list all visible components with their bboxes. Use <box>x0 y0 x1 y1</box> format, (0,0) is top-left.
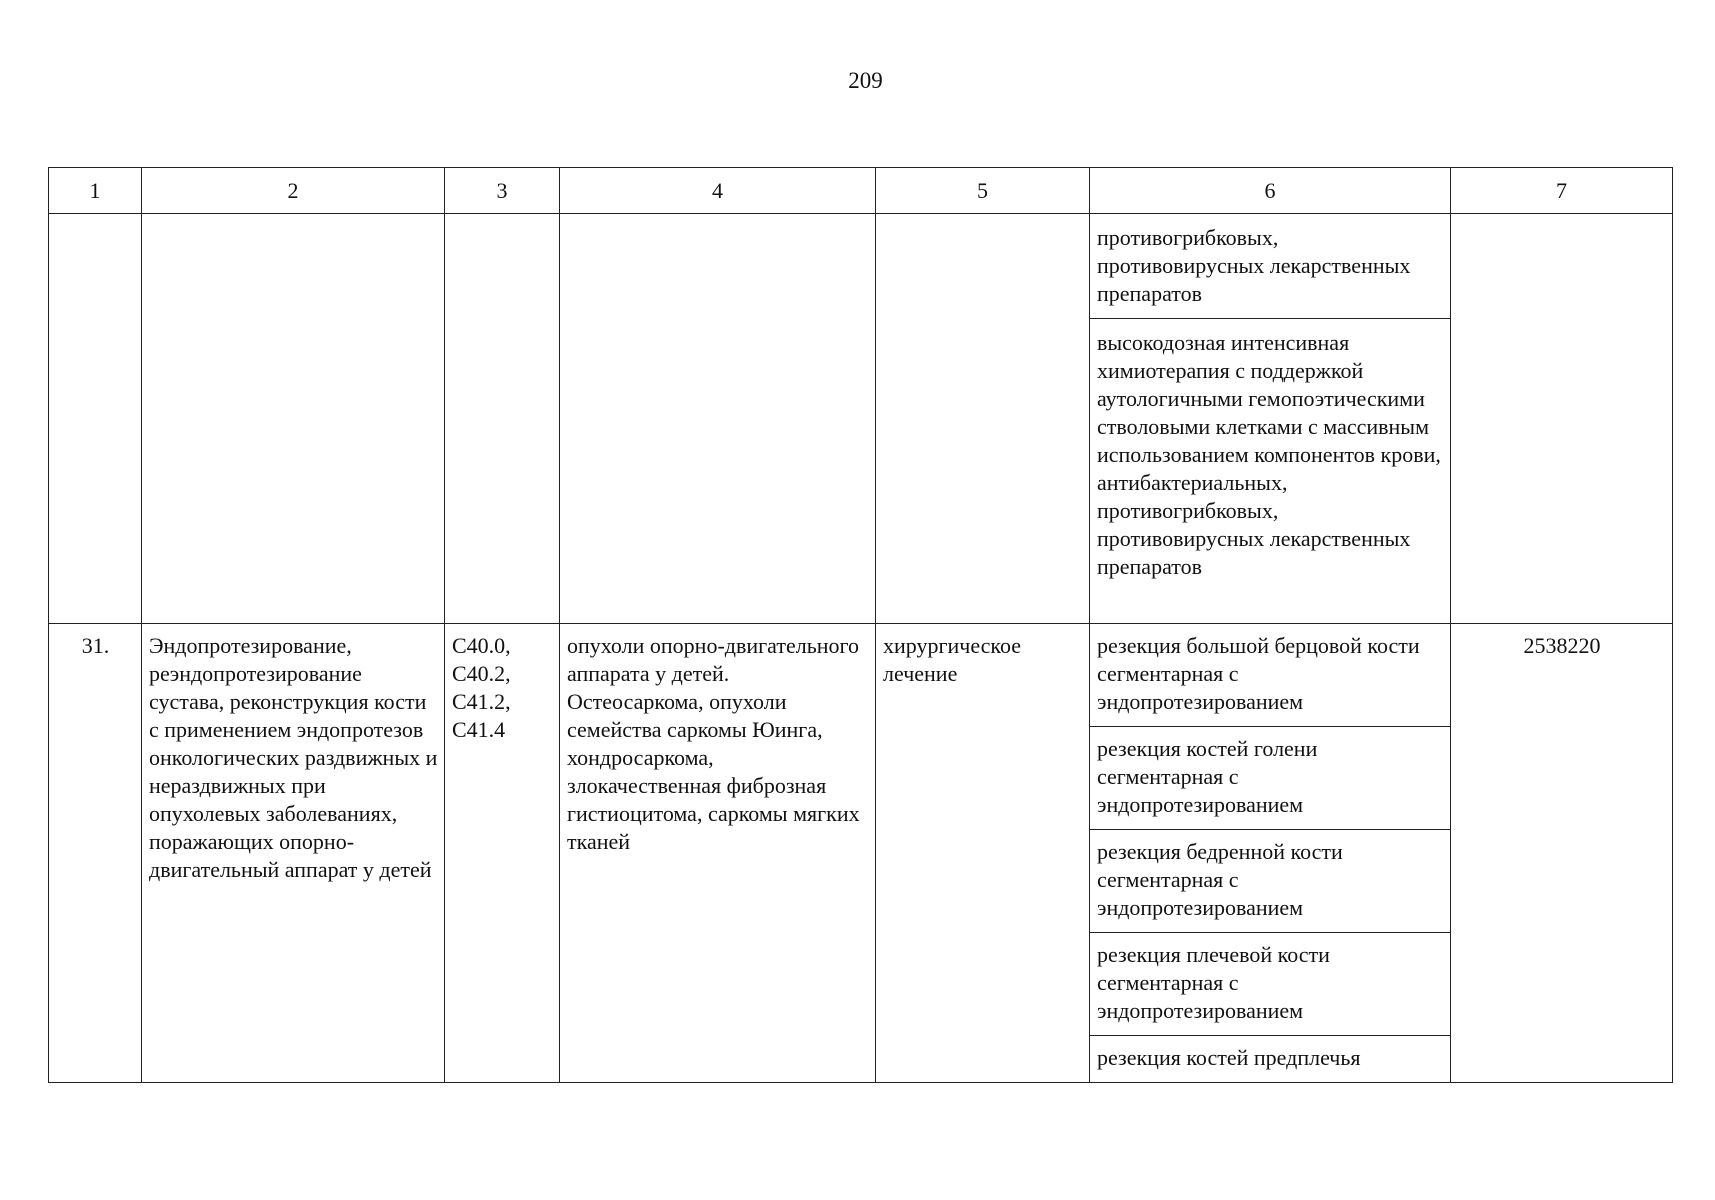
method-cell: резекция костей голени сегментарная с эндопротезированием <box>1090 727 1451 830</box>
empty-cell <box>142 214 445 624</box>
method-cell: высокодозная интенсивная химиотерапия с поддержкой аутологичными гемопоэтическими стволовыми клетками с массивным использованием компонентов крови, антибактериальных, противогрибковых, противовирусных лекарственных препаратов <box>1090 319 1451 624</box>
column-number: 4 <box>560 168 876 214</box>
treatment-type: хирургическое лечение <box>876 624 1090 1083</box>
price-value: 2538220 <box>1451 624 1673 1083</box>
column-number: 1 <box>49 168 142 214</box>
patient-model: опухоли опорно-двигательного аппарата у детей. Остеосаркома, опухоли семейства саркомы Юинга, хондросаркома, злокачественная фиброзная гистиоцитома, саркомы мягких тканей <box>560 624 876 1083</box>
method-cell: резекция бедренной кости сегментарная с эндопротезированием <box>1090 830 1451 933</box>
page-number: 209 <box>848 68 883 93</box>
services-table <box>48 167 1673 1083</box>
method-cell: противогрибковых, противовирусных лекарственных препаратов <box>1090 214 1451 319</box>
row-number: 31. <box>49 624 142 1083</box>
column-number: 5 <box>876 168 1090 214</box>
empty-cell <box>1451 214 1673 624</box>
method-cell: резекция большой берцовой кости сегментарная с эндопротезированием <box>1090 624 1451 727</box>
continued-row <box>49 214 1673 319</box>
column-number: 6 <box>1090 168 1451 214</box>
empty-cell <box>445 214 560 624</box>
empty-cell <box>560 214 876 624</box>
table-row <box>49 624 1673 727</box>
method-cell: резекция плечевой кости сегментарная с эндопротезированием <box>1090 933 1451 1036</box>
diagnosis-codes: С40.0, С40.2, С41.2, С41.4 <box>445 624 560 1083</box>
service-name: Эндопротезирование, реэндопротезирование сустава, реконструкция кости с применением эндопротезов онкологических раздвижных и нераздвижных при опухолевых заболеваниях, поражающих опорно-двигательный аппарат у детей <box>142 624 445 1083</box>
column-number: 2 <box>142 168 445 214</box>
column-numbers-row <box>49 168 1673 214</box>
column-number: 7 <box>1451 168 1673 214</box>
method-cell: резекция костей предплечья <box>1090 1036 1451 1083</box>
empty-cell <box>876 214 1090 624</box>
empty-cell <box>49 214 142 624</box>
column-number: 3 <box>445 168 560 214</box>
